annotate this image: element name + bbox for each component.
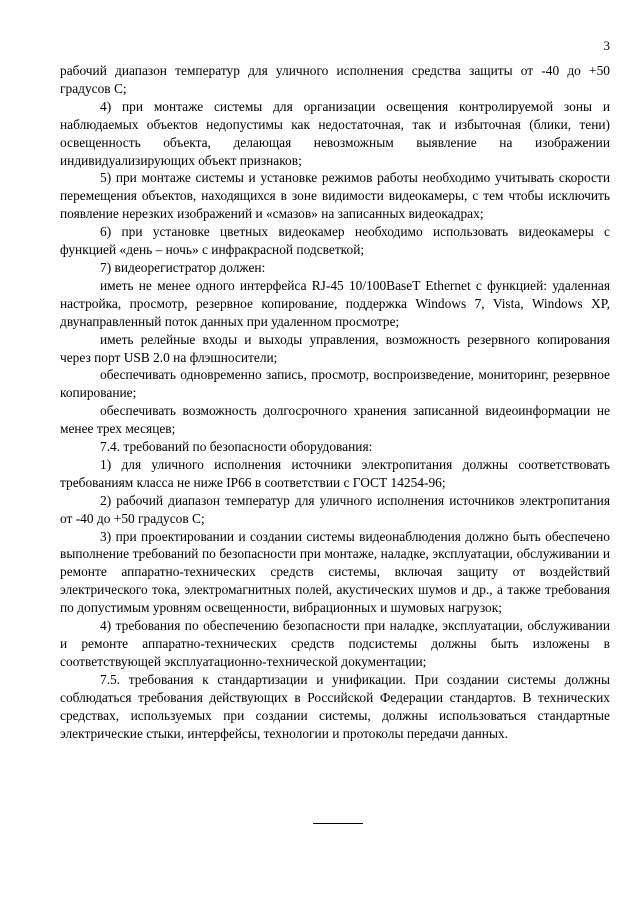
- paragraph-safety-item-4: 4) требования по обеспечению безопасности при наладке, эксплуатации, обслуживании и ремонте аппаратно-технических средств подсистемы должны быть изложены в соответствующей эксплуатационно-технической документации;: [60, 618, 610, 669]
- end-separator-line: [313, 823, 363, 824]
- paragraph-recorder-storage: обеспечивать возможность долгосрочного хранения записанной видеоинформации не менее трех месяцев;: [60, 403, 610, 437]
- paragraph-safety-item-2: 2) рабочий диапазон температур для уличного исполнения источников электропитания от -40 до +50 градусов С;: [60, 492, 610, 526]
- paragraph-recorder-relay-usb: иметь релейные входы и выходы управления, возможность резервного копирования через порт USB 2.0 на флэшносители;: [60, 331, 610, 365]
- paragraph-item-6-color-cameras: 6) при установке цветных видеокамер необходимо использовать видеокамеры с функцией «день – ночь» с инфракрасной подсветкой;: [60, 224, 610, 258]
- paragraph-item-7-recorder: 7) видеорегистратор должен:: [100, 259, 266, 275]
- paragraph-item-4-lighting: 4) при монтаже системы для организации освещения контролируемой зоны и наблюдаемых объектов недопустимы как недостаточная, так и избыточная (блики, тени) освещенность объекта, делающая невозможным выявление на изображении индивидуализирующих объект признаков;: [60, 98, 610, 168]
- page-number: 3: [603, 38, 610, 53]
- paragraph-recorder-simultaneous: обеспечивать одновременно запись, просмотр, воспроизведение, мониторинг, резервное копирование;: [60, 367, 610, 401]
- paragraph-safety-item-1: 1) для уличного исполнения источники электропитания должны соответствовать требованиям класса не ниже IP66 в соответствии с ГОСТ 14254-96;: [60, 456, 610, 490]
- paragraph-temperature-range: рабочий диапазон температур для уличного исполнения средства защиты от -40 до +50 градусов С;: [60, 63, 610, 96]
- paragraph-recorder-ethernet: иметь не менее одного интерфейса RJ-45 10/100BaseT Ethernet с функцией: удаленная настройка, просмотр, резервное копирование, поддержка Windows 7, Vista, Windows XP, двунаправленный поток данных при удаленном просмотре;: [60, 277, 610, 329]
- section-heading-7-4: 7.4. требований по безопасности оборудования:: [100, 439, 373, 455]
- paragraph-safety-item-3: 3) при проектировании и создании системы видеонаблюдения должно быть обеспечено выполнение требований по безопасности при монтаже, наладке, эксплуатации, обслуживании и ремонте аппаратно-технических средств системы, включая защиту от воздействий электрического тока, электромагнитных полей, акустических шумов и др., а также требования по допустимым уровням освещенности, вибрационных и шумовых нагрузок;: [60, 528, 610, 616]
- paragraph-item-5-speed: 5) при монтаже системы и установке режимов работы необходимо учитывать скорости перемещения объектов, находящихся в зоне видимости видеокамеры, с тем чтобы исключить появление нерезких изображений и «смазов» на записанных видеокадрах;: [60, 170, 610, 222]
- paragraph-section-7-5: 7.5. требования к стандартизации и унификации. При создании системы должны соблюдаться требования действующих в Российской Федерации стандартов. В технических средствах, используемых при создании системы, должны использоваться стандартные электрические стыки, интерфейсы, технологии и протоколы передачи данных.: [60, 671, 610, 741]
- body-text: [60, 62, 610, 742]
